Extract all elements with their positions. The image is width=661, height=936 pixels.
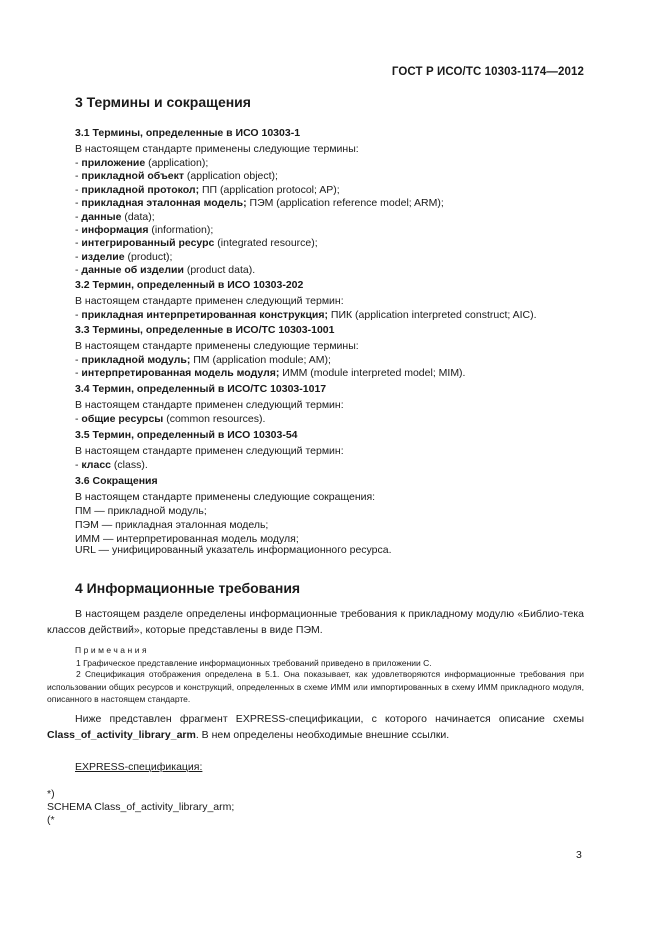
term-details: (common resources). bbox=[163, 413, 266, 425]
term-details: (product); bbox=[124, 250, 173, 263]
term-details: ПЭМ (application reference model; ARM); bbox=[246, 197, 444, 210]
term-dash: - bbox=[75, 237, 82, 250]
term-item bbox=[75, 413, 265, 426]
term-name: общие ресурсы bbox=[81, 413, 164, 425]
term-name: прикладная эталонная модель; bbox=[81, 197, 247, 210]
abbreviation-item: ПМ — прикладной модуль; bbox=[75, 505, 207, 517]
term-item bbox=[75, 197, 444, 210]
notes-heading: Примечания bbox=[75, 645, 150, 655]
section-4-paragraph-2 bbox=[47, 711, 584, 743]
term-dash: - bbox=[75, 157, 82, 169]
term-details: (data); bbox=[121, 210, 155, 223]
paragraph-2-tail: . В нем определены необходимые внешние ссылки. bbox=[195, 729, 450, 741]
term-name: интегрированный ресурс bbox=[81, 237, 215, 250]
term-item bbox=[75, 170, 278, 183]
note-1-text: 1 Графическое представление информационных требований приведено в приложении С. bbox=[76, 658, 432, 668]
term-name: интерпретированная модель модуля; bbox=[81, 367, 280, 380]
term-dash: - bbox=[75, 197, 82, 210]
term-dash: - bbox=[75, 250, 82, 263]
code-line: *) bbox=[47, 788, 55, 800]
term-details: (product data). bbox=[183, 264, 256, 277]
subsection-3-2-intro: В настоящем стандарте применен следующий термин: bbox=[75, 295, 344, 307]
term-name: прикладной модуль; bbox=[81, 354, 191, 366]
term-item bbox=[75, 224, 213, 237]
term-details: ПИК (application interpreted construct; AIC). bbox=[327, 309, 537, 321]
paragraph-2-lead: Ниже представлен фрагмент EXPRESS-спецификации, с которого начинается описание схемы bbox=[75, 713, 584, 725]
section-4-title: 4 Информационные требования bbox=[75, 580, 301, 596]
term-name: прикладная интерпретированная конструкция; bbox=[81, 309, 328, 321]
note-2-text: 2 Спецификация отображения определена в 5.1. Она показывает, как удовлетворяются информационные требования при использовании общих ресурсов и конструкций, определенных в схеме ИММ или импортированных в схему ИММ прикладного модуля, описанного в настоящем стандарте. bbox=[47, 669, 584, 704]
term-name: информация bbox=[81, 224, 149, 236]
term-item bbox=[75, 309, 537, 322]
code-line: (* bbox=[47, 814, 55, 826]
abbreviation-item: URL — унифицированный указатель информационного ресурса. bbox=[75, 544, 392, 556]
term-dash: - bbox=[75, 309, 82, 321]
section-3-title: 3 Термины и сокращения bbox=[75, 94, 251, 110]
term-name: данные bbox=[81, 210, 122, 223]
subsection-3-3-title: 3.3 Термины, определенные в ИСО/ТС 10303-1001 bbox=[75, 324, 335, 336]
term-details: (integrated resource); bbox=[214, 237, 318, 250]
term-details: ПМ (application module; AM); bbox=[190, 354, 331, 366]
term-item bbox=[75, 367, 465, 380]
subsection-3-1-title: 3.1 Термины, определенные в ИСО 10303-1 bbox=[75, 127, 301, 139]
term-dash: - bbox=[75, 183, 82, 196]
subsection-3-3-intro: В настоящем стандарте применены следующие термины: bbox=[75, 340, 359, 352]
term-item bbox=[75, 354, 331, 367]
term-details: (information); bbox=[148, 224, 214, 236]
note-2 bbox=[47, 668, 584, 706]
term-item bbox=[75, 211, 155, 224]
term-name: данные об изделии bbox=[81, 264, 184, 277]
subsection-3-5-title: 3.5 Термин, определенный в ИСО 10303-54 bbox=[75, 429, 298, 441]
abbreviation-item: ПЭМ — прикладная эталонная модель; bbox=[75, 519, 269, 531]
term-name: изделие bbox=[81, 250, 125, 263]
abbreviation-item: ИММ — интерпретированная модель модуля; bbox=[75, 533, 299, 545]
term-dash: - bbox=[75, 413, 82, 425]
term-name: приложение bbox=[81, 157, 146, 169]
term-name: прикладной протокол; bbox=[81, 183, 200, 196]
term-name: прикладной объект bbox=[81, 170, 184, 183]
term-item bbox=[75, 459, 148, 472]
subsection-3-6-title: 3.6 Сокращения bbox=[75, 475, 158, 487]
term-details: ИММ (module interpreted model; MIM). bbox=[279, 367, 466, 380]
term-name: класс bbox=[81, 459, 111, 471]
term-details: ПП (application protocol; AP); bbox=[199, 183, 340, 196]
term-item bbox=[75, 251, 172, 264]
schema-name: Class_of_activity_library_arm bbox=[47, 729, 196, 741]
term-details: (application object); bbox=[183, 170, 278, 183]
term-item bbox=[75, 264, 255, 277]
term-item bbox=[75, 157, 208, 170]
term-dash: - bbox=[75, 170, 82, 183]
term-dash: - bbox=[75, 459, 82, 471]
subsection-3-2-title: 3.2 Термин, определенный в ИСО 10303-202 bbox=[75, 279, 304, 291]
subsection-3-4-intro: В настоящем стандарте применен следующий термин: bbox=[75, 399, 344, 411]
subsection-3-4-title: 3.4 Термин, определенный в ИСО/ТС 10303-1017 bbox=[75, 383, 327, 395]
subsection-3-1-intro: В настоящем стандарте применены следующие термины: bbox=[75, 143, 359, 155]
code-line: SCHEMA Class_of_activity_library_arm; bbox=[47, 801, 235, 813]
subsection-3-6-intro: В настоящем стандарте применены следующие сокращения: bbox=[75, 491, 376, 503]
term-dash: - bbox=[75, 264, 82, 277]
standard-code: ГОСТ Р ИСО/ТС 10303-1174—2012 bbox=[391, 66, 584, 78]
term-dash: - bbox=[75, 210, 82, 223]
express-spec-label: EXPRESS-спецификация: bbox=[75, 761, 203, 773]
term-item bbox=[75, 184, 340, 197]
section-4-paragraph-1: В настоящем разделе определены информационные требования к прикладному модулю «Библио-тека классов действий», которые представлены в виде ПЭМ. bbox=[47, 608, 584, 636]
term-dash: - bbox=[75, 224, 82, 236]
term-dash: - bbox=[75, 367, 82, 380]
term-dash: - bbox=[75, 354, 82, 366]
page-number: 3 bbox=[576, 849, 582, 861]
term-details: (class). bbox=[111, 459, 148, 471]
term-details: (application); bbox=[145, 157, 209, 169]
subsection-3-5-intro: В настоящем стандарте применен следующий термин: bbox=[75, 445, 344, 457]
term-item bbox=[75, 237, 318, 250]
